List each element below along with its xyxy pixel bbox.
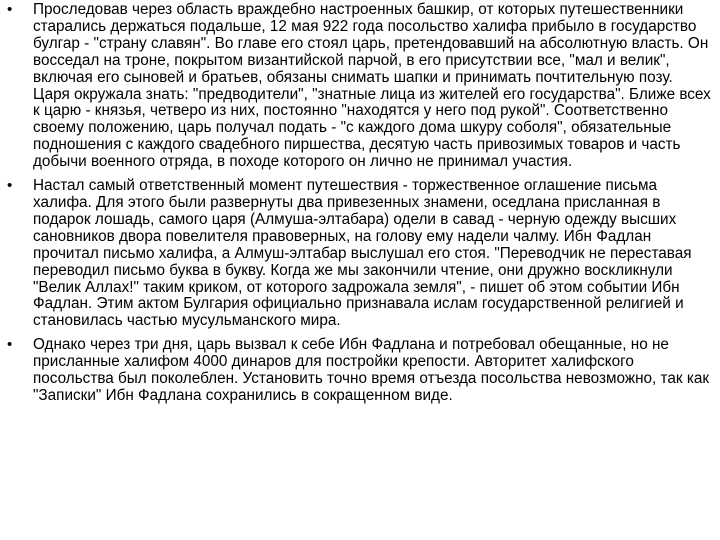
bullet-icon: • xyxy=(7,336,13,354)
list-item xyxy=(0,2,720,171)
bullet-icon: • xyxy=(7,1,13,18)
paragraph-text: Проследовав через область враждебно настроенных башкир, от которых путешественники старались держаться подальше, 12 мая 922 года посольство халифа прибыло в государство булгар - "страну славян". Во главе его стоял царь, претендовавший на абсолютную власть. Он восседал на троне, покрытом византийской парчой, в его присутствии все, "мал и велик", включая его сыновей и братьев, обязаны снимать шапки и принимать почтительную позу. Царя окружала знать: "предводители", "знатные лица из жителей его государства". Ближе всех к царю - князья, четверо из них, постоянно "находятся у него под рукой". Соответственно своему положению, царь получал подать - "с каждого дома шкуру соболя", обязательные подношения с каждого свадебного пиршества, десятую часть привозимых товаров и часть добычи военного отряда, в походе которого он лично не принимал участия. xyxy=(33,1,711,171)
bullet-icon: • xyxy=(7,177,13,195)
bullet-list xyxy=(0,2,720,412)
paragraph-text: Настал самый ответственный момент путешествия - торжественное оглашение письма халифа. Для этого были развернуты два привезенных знамени, оседлана присланная в подарок лошадь, самого царя (Алмуша-элтабара) одели в савад - черную одежду высших сановников двора повелителя правоверных, на голову ему надели чалму. Ибн Фадлан прочитал письмо халифа, а Алмуш-элтабар выслушал его стоя. "Переводчик не переставая переводил письмо буква в букву. Когда же мы закончили чтение, они дружно воскликнули "Велик Аллах!" таким криком, от которого задрожала земля", - пишет об этом событии Ибн Фадлан. Этим актом Булгария официально признавала ислам государственной религией и становилась частью мусульманского мира. xyxy=(33,177,692,330)
list-item xyxy=(0,178,720,330)
list-item xyxy=(0,337,720,405)
paragraph-text: Однако через три дня, царь вызвал к себе Ибн Фадлана и потребовал обещанные, но не присланные халифом 4000 динаров для постройки крепости. Авторитет халифского посольства был поколеблен. Установить точно время отъезда посольства невозможно, так как "Записки" Ибн Фадлана сохранились в сокращенном виде. xyxy=(33,336,710,404)
